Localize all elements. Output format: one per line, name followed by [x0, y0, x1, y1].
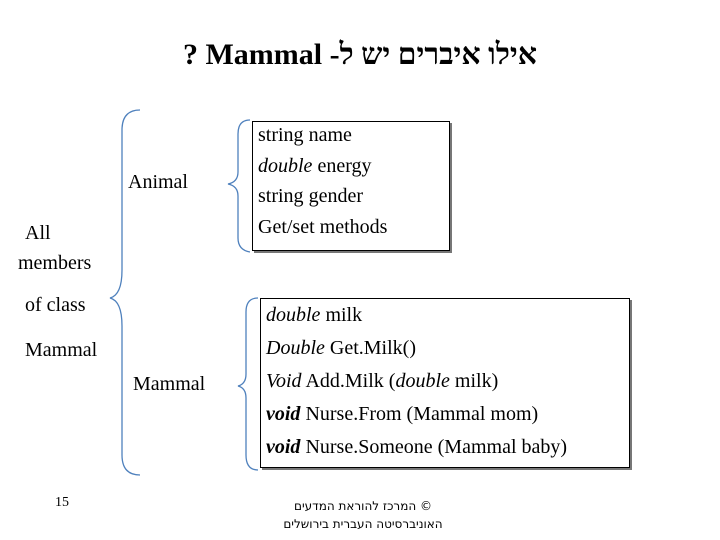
mammal-member-row	[261, 298, 629, 332]
animal-member-row	[253, 210, 449, 245]
param-type: double	[395, 370, 450, 392]
member-name: Get/set methods	[258, 215, 388, 238]
footer-line1: © המרכז להוראת המדעים	[293, 499, 433, 513]
title-hebrew: אילו איברים יש ל-	[329, 38, 538, 71]
title-english: Mammal	[205, 38, 323, 71]
animal-brace	[228, 120, 250, 252]
all-members-label-line3: of class	[25, 294, 86, 316]
all-members-label-line4: Mammal	[25, 339, 98, 361]
member-name: gender	[303, 185, 363, 207]
member-name: energy	[312, 154, 372, 177]
mammal-member-row	[261, 397, 629, 431]
outer-brace	[110, 110, 140, 475]
animal-member-row	[253, 118, 449, 153]
member-type: Void	[266, 370, 302, 392]
member-name: Add.Milk (	[301, 370, 396, 392]
mammal-member-row	[261, 364, 629, 398]
member-type: double	[266, 304, 321, 326]
footer-line2: האוניברסיטה העברית בירושלים	[283, 517, 443, 531]
all-members-label-line1: All	[25, 222, 51, 244]
page-number: 15	[55, 495, 69, 510]
member-type: Double	[266, 337, 325, 359]
mammal-member-row	[261, 331, 629, 365]
member-name: name	[303, 124, 352, 146]
mammal-member-row	[261, 430, 629, 464]
member-name: milk	[320, 304, 363, 326]
animal-member-row	[253, 149, 449, 184]
member-type: double	[258, 154, 313, 177]
title-question-mark: ?	[182, 38, 198, 71]
mammal-label: Mammal	[133, 373, 206, 395]
animal-member-row	[253, 179, 449, 214]
member-name: Nurse.Someone (Mammal baby)	[300, 436, 568, 458]
all-members-label-line2: members	[18, 252, 92, 274]
animal-members-box	[252, 121, 450, 251]
member-name: Get.Milk()	[324, 337, 416, 359]
param-name: milk)	[449, 370, 499, 392]
member-type: void	[266, 436, 301, 458]
mammal-members-box	[260, 298, 630, 468]
member-name: Nurse.From (Mammal mom)	[300, 403, 539, 425]
animal-label: Animal	[128, 171, 188, 193]
member-type: void	[266, 403, 301, 425]
mammal-brace	[238, 298, 258, 470]
member-type: string	[258, 185, 304, 207]
footer-credit	[268, 497, 458, 533]
member-type: string	[258, 124, 304, 146]
